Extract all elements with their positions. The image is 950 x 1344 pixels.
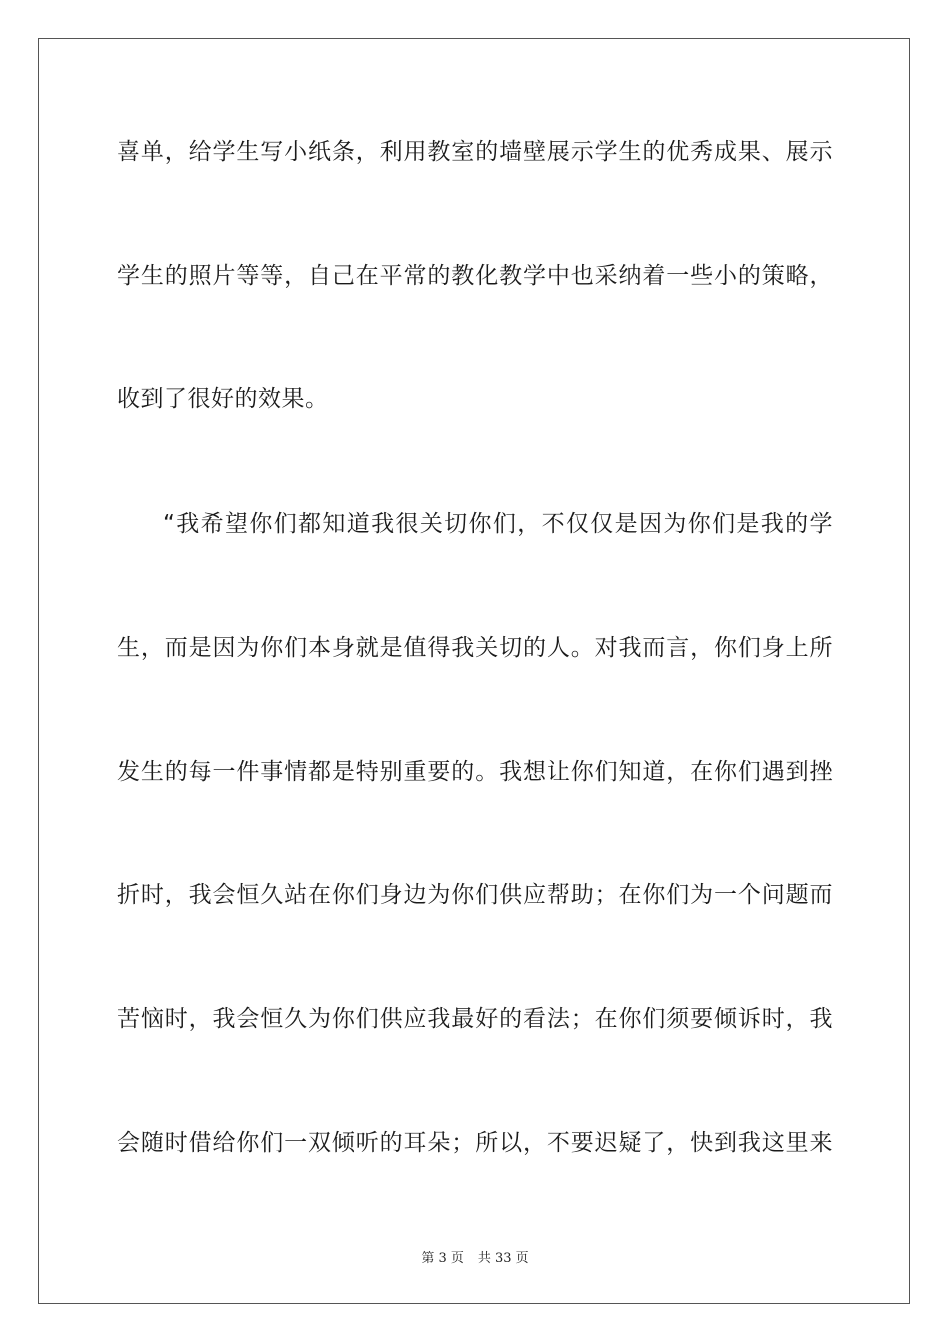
page-total: 共 33 页 [477,1251,529,1266]
page-frame [38,38,910,1304]
body-line-5: 生，而是因为你们本身就是值得我关切的人。对我而言，你们身上所 [117,635,833,661]
body-line-3: 收到了很好的效果。 [117,386,329,412]
body-line-4: “我希望你们都知道我很关切你们，不仅仅是因为你们是我的学 [163,511,833,537]
body-line-8: 苦恼时，我会恒久为你们供应我最好的看法；在你们须要倾诉时，我 [117,1006,833,1032]
body-line-9: 会随时借给你们一双倾听的耳朵；所以，不要迟疑了，快到我这里来 [117,1130,833,1156]
body-line-7: 折时，我会恒久站在你们身边为你们供应帮助；在你们为一个问题而 [117,882,833,908]
body-line-2: 学生的照片等等，自己在平常的教化教学中也采纳着一些小的策略， [117,263,833,289]
page-number: 第 3 页 [421,1251,464,1266]
page-footer [0,1247,950,1266]
body-line-6: 发生的每一件事情都是特别重要的。我想让你们知道，在你们遇到挫 [117,759,833,785]
body-line-1: 喜单，给学生写小纸条，利用教室的墙壁展示学生的优秀成果、展示 [117,139,833,165]
